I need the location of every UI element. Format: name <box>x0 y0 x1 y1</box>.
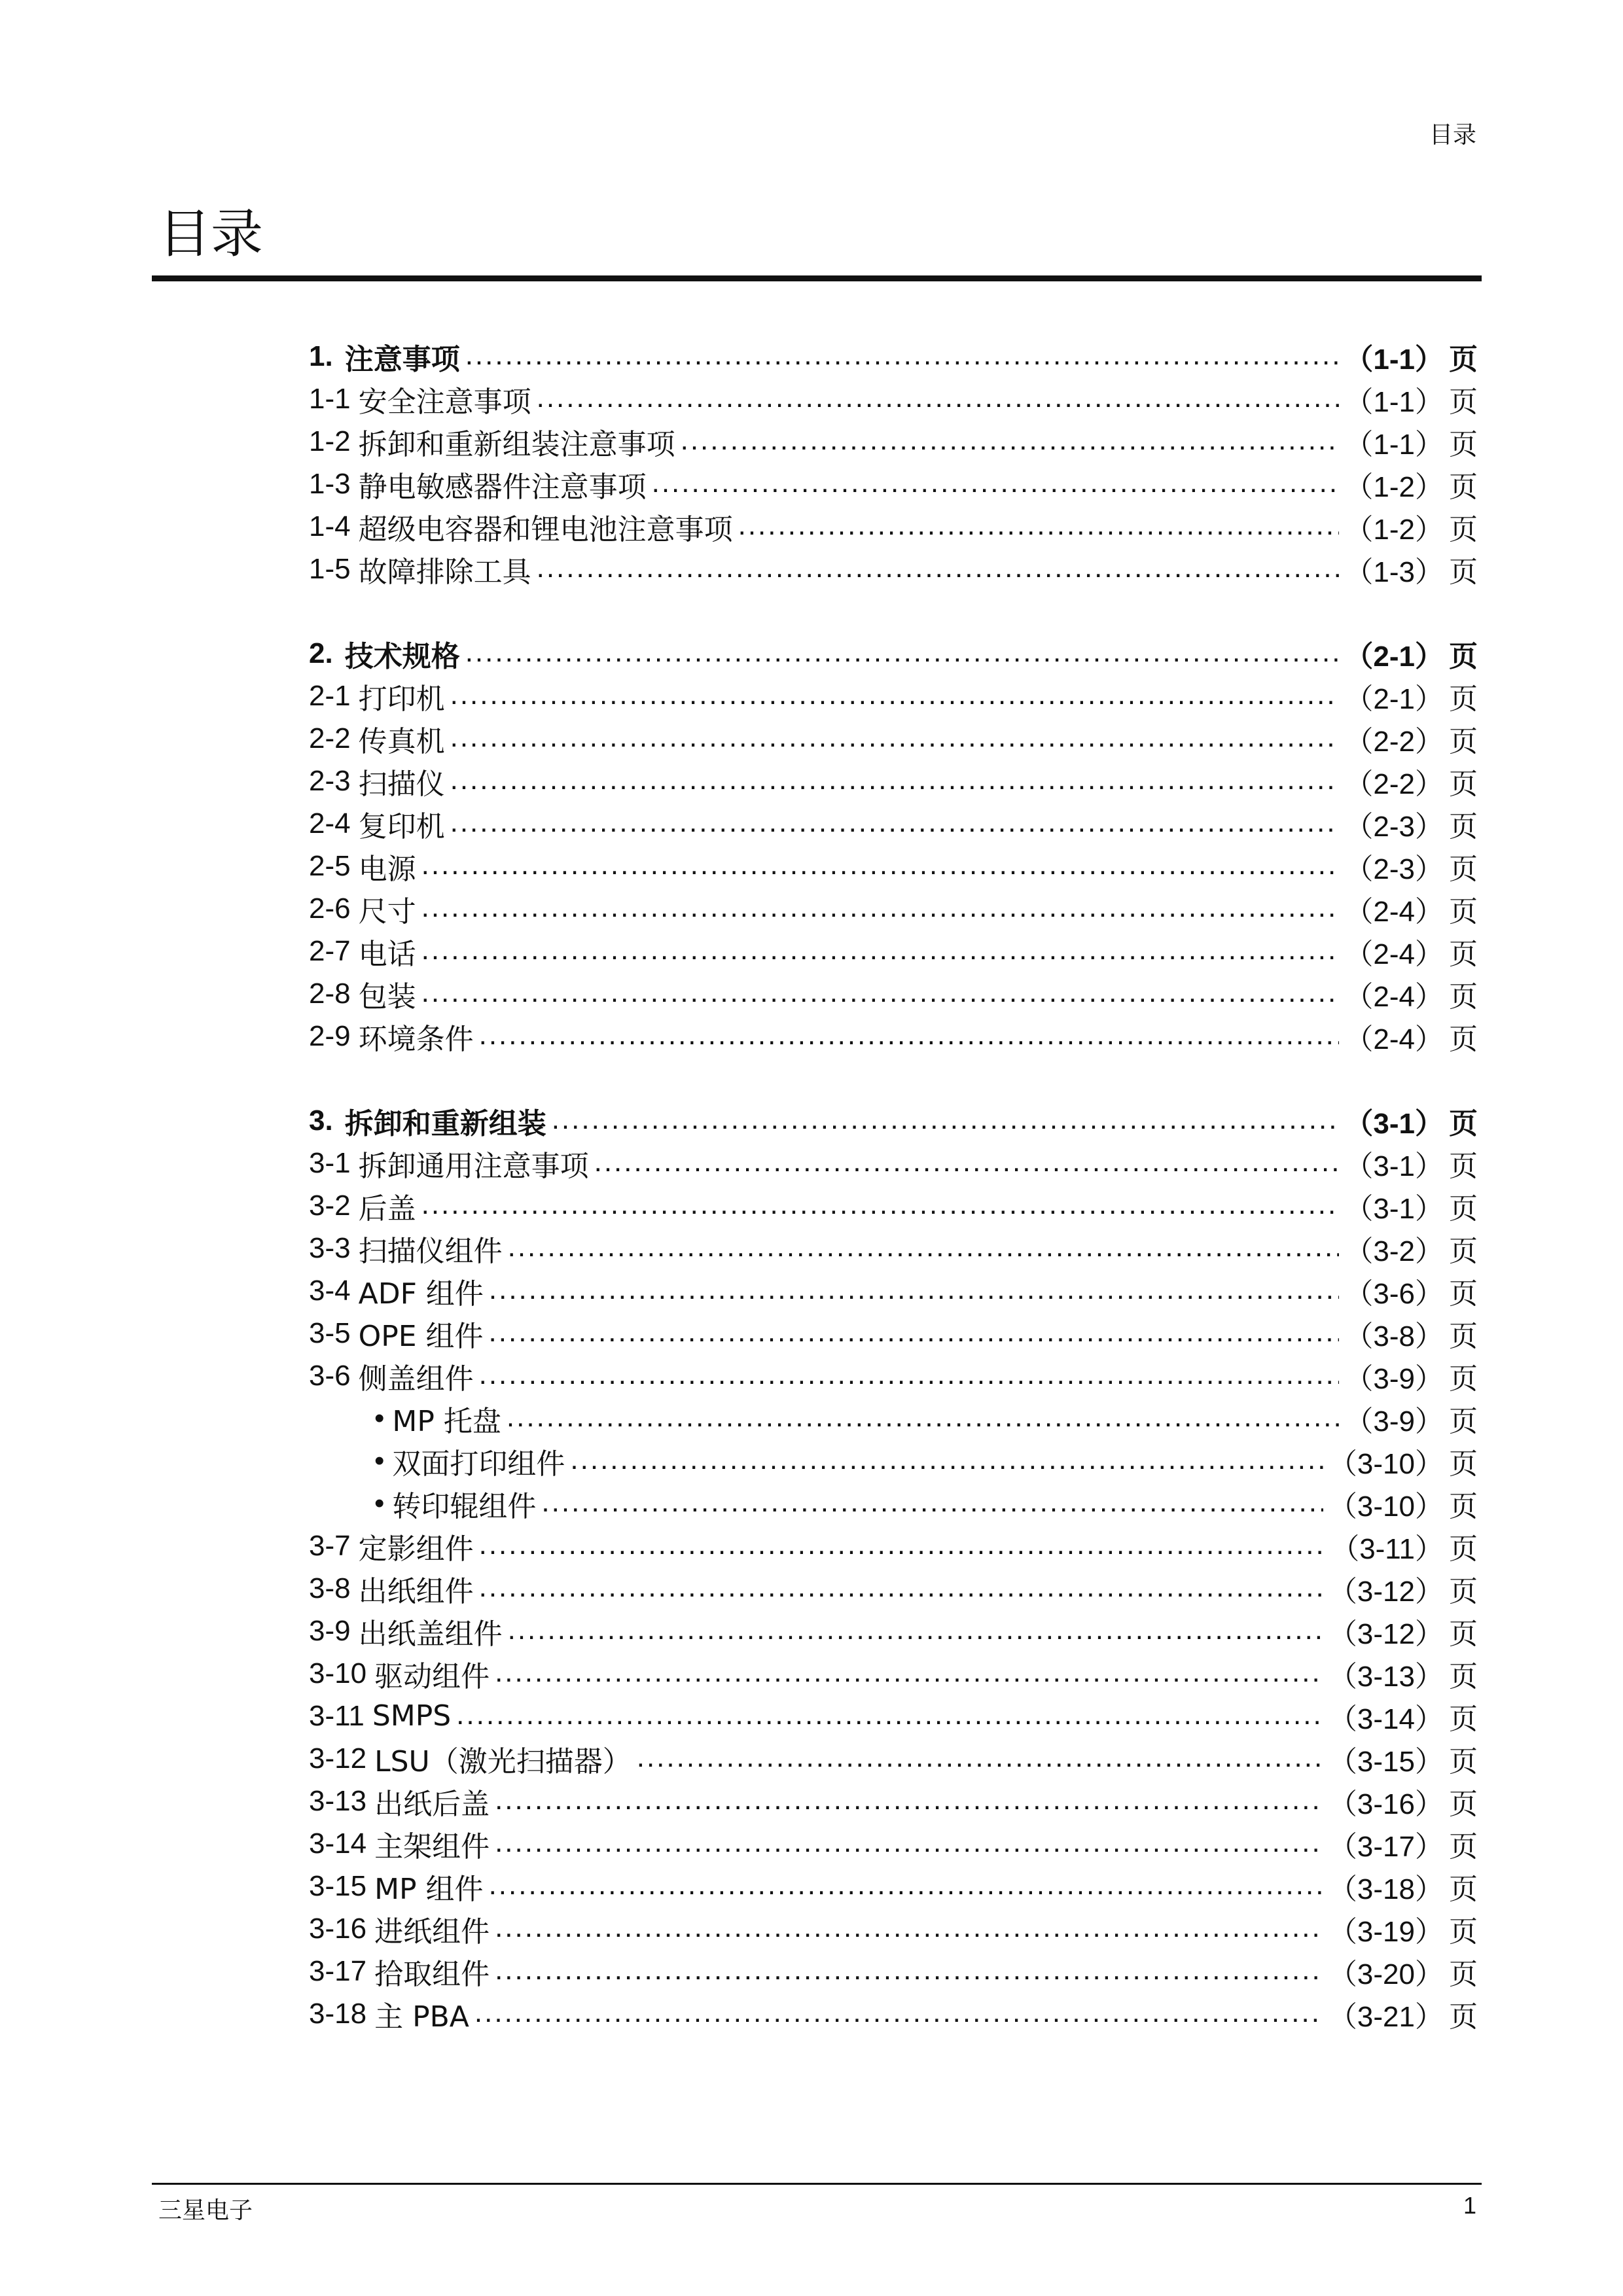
toc-entry[interactable] <box>309 420 1478 463</box>
toc-entry[interactable] <box>309 1227 1478 1269</box>
toc-dot-leader <box>421 978 1340 1015</box>
toc-entry-number: 3-6 <box>309 1359 351 1392</box>
toc-page-number: 2-1 <box>1373 682 1415 715</box>
toc-page-suffix: 页 <box>1449 1489 1478 1523</box>
toc-entry[interactable] <box>309 505 1478 548</box>
toc-entry-number: 1-4 <box>309 510 351 542</box>
toc-entry-number: 3-11 <box>309 1699 365 1732</box>
toc-entry-number: 2-1 <box>309 679 351 712</box>
toc-entry-title: 包装 <box>358 980 416 1014</box>
toc-entry-number: 3-3 <box>309 1231 351 1264</box>
toc-dot-leader <box>450 766 1340 802</box>
footer-page-number: 1 <box>1463 2192 1476 2219</box>
toc-page-suffix: 页 <box>1449 1659 1478 1693</box>
toc-entry-title: 出纸后盖 <box>374 1787 490 1821</box>
toc-entry[interactable] <box>309 463 1478 505</box>
toc-entry-title: 出纸组件 <box>358 1574 474 1608</box>
toc-entry-title: OPE 组件 <box>358 1319 484 1353</box>
toc-entry-number: 3-9 <box>309 1614 351 1647</box>
toc-dot-leader <box>594 1148 1340 1184</box>
toc-entry[interactable] <box>309 717 1478 760</box>
toc-entry-title: 故障排除工具 <box>358 555 531 589</box>
toc-entry[interactable] <box>309 1865 1478 1907</box>
toc-page-ref: （3-9） <box>1344 1404 1444 1438</box>
toc-page-number: 3-1 <box>1373 1107 1415 1140</box>
title-divider <box>152 275 1482 281</box>
toc-entry[interactable] <box>309 1950 1478 1992</box>
toc-page-suffix: 页 <box>1449 1617 1478 1651</box>
toc-page-number: 2-1 <box>1373 640 1415 673</box>
toc-page-number: 3-2 <box>1373 1235 1415 1267</box>
toc-entry-title: 技术规格 <box>344 639 460 673</box>
toc-page-number: 3-10 <box>1357 1447 1415 1480</box>
toc-page-suffix: 页 <box>1449 1574 1478 1608</box>
toc-entry-number: 1-1 <box>309 382 351 415</box>
toc-dot-leader <box>450 808 1340 845</box>
toc-page-number: 3-15 <box>1357 1745 1415 1778</box>
toc-page-ref: （3-11） <box>1330 1532 1444 1566</box>
toc-page-number: 1-2 <box>1373 513 1415 546</box>
toc-dot-leader <box>652 468 1340 505</box>
toc-entry[interactable] <box>309 1269 1478 1312</box>
toc-entry[interactable] <box>309 675 1478 717</box>
toc-entry-title: ADF 组件 <box>358 1277 484 1311</box>
toc-page-ref: （3-19） <box>1328 1915 1444 1949</box>
toc-page-number: 3-21 <box>1357 2000 1415 2033</box>
toc-page-ref: （2-1） <box>1344 639 1444 673</box>
table-of-contents <box>309 335 1478 2077</box>
toc-entry-number: 3-1 <box>309 1146 351 1179</box>
toc-chapter-entry[interactable] <box>309 632 1478 675</box>
toc-dot-leader <box>507 1403 1340 1439</box>
toc-page-number: 2-4 <box>1373 938 1415 970</box>
toc-entry-number: 2-3 <box>309 764 351 797</box>
toc-entry-title: 环境条件 <box>358 1022 474 1056</box>
toc-entry-title: 扫描仪组件 <box>358 1234 503 1268</box>
toc-entry[interactable] <box>309 1822 1478 1865</box>
toc-entry[interactable] <box>309 930 1478 972</box>
toc-page-number: 3-9 <box>1373 1405 1415 1438</box>
toc-entry-number: 3-2 <box>309 1189 351 1222</box>
toc-entry[interactable] <box>309 1652 1478 1695</box>
toc-page-number: 2-4 <box>1373 1023 1415 1055</box>
toc-dot-leader <box>421 893 1340 930</box>
toc-page-ref: （1-3） <box>1344 555 1444 589</box>
toc-dot-leader <box>489 1318 1340 1354</box>
toc-entry[interactable] <box>309 1142 1478 1184</box>
toc-page-suffix: 页 <box>1449 2000 1478 2034</box>
toc-page-ref: （3-17） <box>1328 1829 1444 1863</box>
toc-dot-leader <box>495 1913 1323 1950</box>
toc-entry-number: 2-9 <box>309 1019 351 1052</box>
toc-entry-title: 拆卸和重新组装注意事项 <box>358 427 675 461</box>
toc-entry-title: 打印机 <box>358 682 445 716</box>
toc-page-number: 2-3 <box>1373 810 1415 843</box>
toc-entry-number: 1-3 <box>309 467 351 500</box>
toc-dot-leader <box>450 723 1340 760</box>
toc-entry-title: 转印辊组件 <box>392 1489 537 1523</box>
toc-page-suffix: 页 <box>1449 1787 1478 1821</box>
toc-entry-number: 3. <box>309 1104 333 1137</box>
toc-entry-title: 主 PBA <box>374 2000 469 2034</box>
toc-entry[interactable] <box>309 1737 1478 1780</box>
toc-page-ref: （2-4） <box>1344 894 1444 928</box>
toc-entry-number: 1-2 <box>309 425 351 457</box>
toc-entry[interactable] <box>309 1907 1478 1950</box>
toc-page-number: 2-4 <box>1373 980 1415 1013</box>
toc-page-suffix: 页 <box>1449 1362 1478 1396</box>
toc-page-ref: （1-1） <box>1344 427 1444 461</box>
toc-entry-number: 2-6 <box>309 892 351 925</box>
toc-entry[interactable] <box>309 1184 1478 1227</box>
toc-dot-leader <box>479 1530 1326 1567</box>
toc-page-suffix: 页 <box>1449 682 1478 716</box>
toc-entry[interactable] <box>309 1610 1478 1652</box>
toc-entry-title: 双面打印组件 <box>392 1447 565 1481</box>
toc-page-suffix: 页 <box>1449 1915 1478 1949</box>
toc-page-number: 1-2 <box>1373 470 1415 503</box>
toc-page-number: 3-8 <box>1373 1320 1415 1352</box>
running-header: 目录 <box>1429 122 1476 149</box>
toc-entry[interactable] <box>309 1780 1478 1822</box>
toc-entry-number: 3-5 <box>309 1316 351 1349</box>
toc-page-number: 3-6 <box>1373 1277 1415 1310</box>
toc-entry-title: 驱动组件 <box>374 1659 490 1693</box>
toc-entry-number: 2-4 <box>309 807 351 839</box>
toc-page-ref: （3-20） <box>1328 1957 1444 1991</box>
toc-entry-title: MP 托盘 <box>392 1404 501 1438</box>
toc-entry-title: 拆卸和重新组装 <box>344 1106 546 1140</box>
toc-page-ref: （2-2） <box>1344 724 1444 758</box>
toc-page-ref: （3-1） <box>1344 1149 1444 1183</box>
toc-dot-leader <box>479 1021 1340 1057</box>
toc-page-number: 3-12 <box>1357 1575 1415 1608</box>
toc-page-suffix: 页 <box>1449 1106 1478 1140</box>
bullet-icon: • <box>374 1402 385 1434</box>
toc-entry-title: 复印机 <box>358 809 445 843</box>
toc-page-ref: （2-4） <box>1344 937 1444 971</box>
toc-page-suffix: 页 <box>1449 1447 1478 1481</box>
toc-page-suffix: 页 <box>1449 937 1478 971</box>
toc-entry-title: 尺寸 <box>358 894 416 928</box>
toc-entry-title: 传真机 <box>358 724 445 758</box>
toc-subitem-entry[interactable] <box>309 1397 1478 1439</box>
toc-page-suffix: 页 <box>1449 1872 1478 1906</box>
toc-entry-number: 3-16 <box>309 1912 367 1945</box>
toc-dot-leader <box>421 1190 1340 1227</box>
toc-entry-number: 2-5 <box>309 849 351 882</box>
toc-chapter-entry[interactable] <box>309 1099 1478 1142</box>
toc-page-suffix: 页 <box>1449 1022 1478 1056</box>
toc-page-suffix: 页 <box>1449 427 1478 461</box>
toc-page-suffix: 页 <box>1449 809 1478 843</box>
toc-entry-title: 电话 <box>358 937 416 971</box>
toc-entry-number: 3-15 <box>309 1869 367 1902</box>
toc-page-number: 3-12 <box>1357 1617 1415 1650</box>
bullet-icon: • <box>374 1444 385 1477</box>
toc-page-number: 3-9 <box>1373 1362 1415 1395</box>
toc-page-ref: （1-1） <box>1344 342 1444 376</box>
toc-entry-title: MP 组件 <box>374 1872 484 1906</box>
toc-dot-leader <box>450 680 1340 717</box>
toc-page-suffix: 页 <box>1449 1149 1478 1183</box>
toc-section <box>309 632 1478 1057</box>
toc-page-number: 3-16 <box>1357 1788 1415 1820</box>
toc-page-ref: （3-2） <box>1344 1234 1444 1268</box>
toc-page-ref: （2-2） <box>1344 767 1444 801</box>
toc-page-ref: （2-3） <box>1344 809 1444 843</box>
toc-entry-number: 2-2 <box>309 722 351 754</box>
toc-page-suffix: 页 <box>1449 1829 1478 1863</box>
toc-page-number: 3-17 <box>1357 1830 1415 1863</box>
toc-entry-number: 3-4 <box>309 1274 351 1307</box>
toc-entry-number: 1-5 <box>309 552 351 585</box>
toc-page-suffix: 页 <box>1449 639 1478 673</box>
toc-page-suffix: 页 <box>1449 852 1478 886</box>
toc-entry[interactable] <box>309 1312 1478 1354</box>
toc-page-suffix: 页 <box>1449 470 1478 504</box>
toc-page-ref: （3-8） <box>1344 1319 1444 1353</box>
toc-entry[interactable] <box>309 1567 1478 1610</box>
toc-page-suffix: 页 <box>1449 724 1478 758</box>
toc-page-ref: （2-3） <box>1344 852 1444 886</box>
toc-entry-number: 1. <box>309 340 333 372</box>
toc-page-ref: （2-1） <box>1344 682 1444 716</box>
toc-dot-leader <box>474 1998 1323 2035</box>
toc-dot-leader <box>489 1275 1340 1312</box>
toc-page-ref: （3-16） <box>1328 1787 1444 1821</box>
toc-entry[interactable] <box>309 1695 1478 1737</box>
toc-dot-leader <box>681 426 1340 463</box>
toc-entry[interactable] <box>309 972 1478 1015</box>
footer-company: 三星电子 <box>158 2197 253 2224</box>
toc-section <box>309 1099 1478 2035</box>
toc-entry-number: 3-7 <box>309 1529 351 1562</box>
toc-page-ref: （3-14） <box>1328 1702 1444 1736</box>
toc-page-number: 2-2 <box>1373 725 1415 758</box>
toc-dot-leader <box>479 1360 1340 1397</box>
toc-page-suffix: 页 <box>1449 1744 1478 1778</box>
toc-page-ref: （3-10） <box>1328 1489 1444 1523</box>
toc-page-suffix: 页 <box>1449 1192 1478 1226</box>
footer-divider <box>152 2183 1482 2185</box>
toc-page-suffix: 页 <box>1449 1532 1478 1566</box>
toc-entry[interactable] <box>309 1354 1478 1397</box>
toc-page-suffix: 页 <box>1449 1957 1478 1991</box>
toc-page-ref: （3-21） <box>1328 2000 1444 2034</box>
toc-page-number: 1-3 <box>1373 556 1415 588</box>
toc-entry-number: 3-14 <box>309 1827 367 1860</box>
toc-page-number: 2-4 <box>1373 895 1415 928</box>
toc-page-number: 3-1 <box>1373 1192 1415 1225</box>
toc-entry-title: 主架组件 <box>374 1829 490 1863</box>
toc-page-ref: （2-4） <box>1344 980 1444 1014</box>
toc-subitem-entry[interactable] <box>309 1439 1478 1482</box>
toc-entry-title: 进纸组件 <box>374 1915 490 1949</box>
toc-entry-number: 2-7 <box>309 934 351 967</box>
toc-entry-number: 2. <box>309 637 333 669</box>
toc-entry[interactable] <box>309 887 1478 930</box>
toc-dot-leader <box>570 1445 1323 1482</box>
toc-entry[interactable] <box>309 548 1478 590</box>
toc-entry-title: 拆卸通用注意事项 <box>358 1149 589 1183</box>
toc-page-number: 2-2 <box>1373 768 1415 800</box>
toc-dot-leader <box>465 638 1340 675</box>
toc-dot-leader <box>495 1828 1323 1865</box>
toc-entry-number: 3-10 <box>309 1657 367 1689</box>
toc-page-number: 2-3 <box>1373 853 1415 885</box>
toc-dot-leader <box>421 936 1340 972</box>
toc-dot-leader <box>489 1871 1323 1907</box>
toc-page-ref: （1-1） <box>1344 385 1444 419</box>
toc-page-number: 1-1 <box>1373 343 1415 376</box>
toc-entry-number: 3-18 <box>309 1997 367 2030</box>
toc-page-ref: （3-13） <box>1328 1659 1444 1693</box>
toc-dot-leader <box>495 1956 1323 1992</box>
toc-page-suffix: 页 <box>1449 1319 1478 1353</box>
toc-dot-leader <box>508 1616 1323 1652</box>
bullet-icon: • <box>374 1487 385 1519</box>
toc-page-suffix: 页 <box>1449 555 1478 589</box>
toc-page-ref: （2-4） <box>1344 1022 1444 1056</box>
toc-page-ref: （3-1） <box>1344 1192 1444 1226</box>
toc-dot-leader <box>421 851 1340 887</box>
page-title: 目录 <box>158 203 263 264</box>
toc-page-ref: （1-2） <box>1344 470 1444 504</box>
toc-entry-number: 3-17 <box>309 1954 367 1987</box>
toc-dot-leader <box>537 554 1340 590</box>
toc-page-suffix: 页 <box>1449 1234 1478 1268</box>
toc-page-suffix: 页 <box>1449 894 1478 928</box>
toc-page-suffix: 页 <box>1449 1404 1478 1438</box>
toc-page-suffix: 页 <box>1449 512 1478 546</box>
toc-page-suffix: 页 <box>1449 1702 1478 1736</box>
toc-entry-title: 出纸盖组件 <box>358 1617 503 1651</box>
toc-entry[interactable] <box>309 1992 1478 2035</box>
toc-page-number: 3-13 <box>1357 1660 1415 1693</box>
toc-page-suffix: 页 <box>1449 1277 1478 1311</box>
toc-page-number: 3-10 <box>1357 1490 1415 1523</box>
toc-page-suffix: 页 <box>1449 767 1478 801</box>
toc-entry[interactable] <box>309 845 1478 887</box>
toc-entry-title: LSU（激光扫描器） <box>374 1744 632 1778</box>
toc-page-number: 3-19 <box>1357 1915 1415 1948</box>
toc-entry-number: 3-8 <box>309 1572 351 1604</box>
toc-entry-title: 定影组件 <box>358 1532 474 1566</box>
toc-entry-number: 3-13 <box>309 1784 367 1817</box>
toc-dot-leader <box>637 1743 1323 1780</box>
toc-page-number: 3-20 <box>1357 1958 1415 1990</box>
toc-entry-title: 拾取组件 <box>374 1957 490 1991</box>
toc-page-ref: （3-15） <box>1328 1744 1444 1778</box>
toc-dot-leader <box>552 1105 1340 1142</box>
toc-page-number: 1-1 <box>1373 428 1415 461</box>
toc-dot-leader <box>465 341 1340 378</box>
toc-dot-leader <box>738 511 1340 548</box>
toc-page-ref: （3-12） <box>1328 1574 1444 1608</box>
toc-entry-title: SMPS <box>372 1699 452 1733</box>
toc-page-ref: （3-9） <box>1344 1362 1444 1396</box>
toc-entry[interactable] <box>309 760 1478 802</box>
toc-dot-leader <box>479 1573 1323 1610</box>
toc-page-ref: （3-10） <box>1328 1447 1444 1481</box>
toc-page-number: 1-1 <box>1373 385 1415 418</box>
toc-page-ref: （3-6） <box>1344 1277 1444 1311</box>
toc-entry-number: 3-12 <box>309 1742 367 1775</box>
toc-page-suffix: 页 <box>1449 980 1478 1014</box>
toc-page-ref: （3-12） <box>1328 1617 1444 1651</box>
toc-entry-title: 安全注意事项 <box>358 385 531 419</box>
toc-entry[interactable] <box>309 802 1478 845</box>
toc-entry[interactable] <box>309 1015 1478 1057</box>
toc-dot-leader <box>495 1786 1323 1822</box>
toc-entry-title: 侧盖组件 <box>358 1362 474 1396</box>
toc-page-ref: （3-1） <box>1344 1106 1444 1140</box>
toc-dot-leader <box>537 383 1340 420</box>
toc-entry-title: 超级电容器和锂电池注意事项 <box>358 512 733 546</box>
toc-dot-leader <box>541 1488 1323 1525</box>
toc-entry-number: 2-8 <box>309 977 351 1010</box>
toc-entry-title: 电源 <box>358 852 416 886</box>
toc-entry-title: 扫描仪 <box>358 767 445 801</box>
toc-entry-title: 注意事项 <box>344 342 460 376</box>
toc-entry-title: 静电敏感器件注意事项 <box>358 470 647 504</box>
toc-entry-title: 后盖 <box>358 1192 416 1226</box>
toc-page-number: 3-14 <box>1357 1703 1415 1735</box>
toc-page-ref: （1-2） <box>1344 512 1444 546</box>
toc-page-suffix: 页 <box>1449 342 1478 376</box>
toc-page-number: 3-11 <box>1359 1532 1415 1565</box>
toc-entry[interactable] <box>309 378 1478 420</box>
toc-page-ref: （3-18） <box>1328 1872 1444 1906</box>
toc-dot-leader <box>508 1233 1340 1269</box>
toc-dot-leader <box>495 1658 1323 1695</box>
toc-page-number: 3-18 <box>1357 1873 1415 1905</box>
toc-subitem-entry[interactable] <box>309 1482 1478 1525</box>
toc-entry[interactable] <box>309 1525 1478 1567</box>
toc-chapter-entry[interactable] <box>309 335 1478 378</box>
toc-dot-leader <box>456 1701 1323 1737</box>
toc-section <box>309 335 1478 590</box>
toc-page-number: 3-1 <box>1373 1150 1415 1182</box>
toc-page-suffix: 页 <box>1449 385 1478 419</box>
